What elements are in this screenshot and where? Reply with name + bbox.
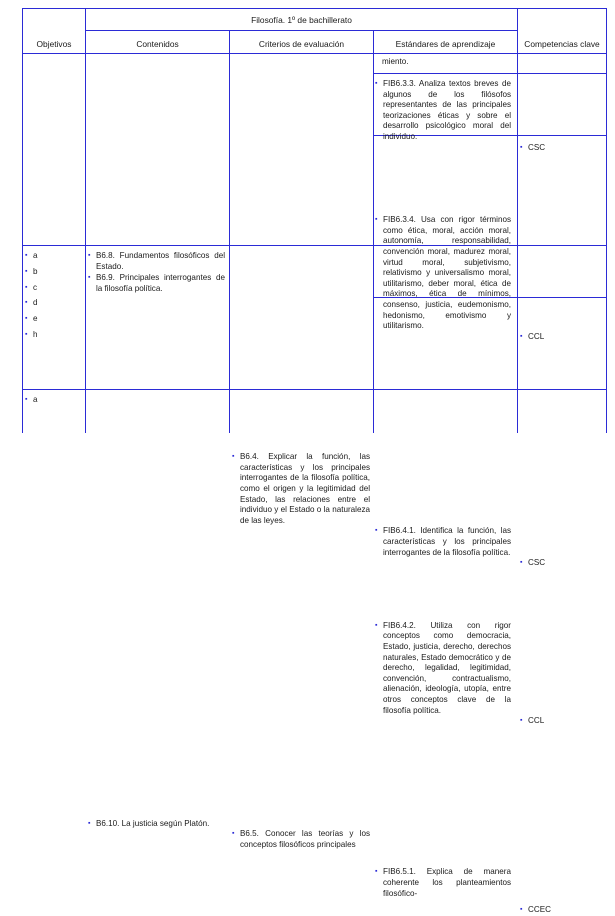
objective-item: ▪ b bbox=[25, 267, 81, 278]
grid-line-title-bottom bbox=[85, 30, 518, 31]
standard-fib642: ▪ FIB6.4.2. Utiliza con rigor conceptos como democracia, Estado, justicia, derecho, derechos naturales, Estado democrático y de derecho, legalidad, legitimidad, convención, contractualismo, alienación, ideología, utopía, entre otros conceptos clave de la filosofía política. bbox=[375, 621, 511, 716]
header-competencias: Competencias clave bbox=[524, 39, 600, 49]
header-criterios: Criterios de evaluación bbox=[258, 39, 345, 49]
standard-fib634: ▪ FIB6.3.4. Usa con rigor términos como ética, moral, acción moral, autonomía, responsabilidad, convención moral, madurez moral, virtud moral, subjetivismo, relativismo y universalismo moral, utilitarismo, deber moral, ética de máximos, ética de mínimos, consenso, justicia, eudemonismo, hedonismo, emotivismo y utilitarismo. bbox=[375, 215, 511, 332]
standard-fib641: ▪ FIB6.4.1. Identifica la función, las características y los principales interrogantes de la filosofía política. bbox=[375, 526, 511, 558]
criterion-b6-4: ▪ B6.4. Explicar la función, las características y los principales interrogantes de la filosofía política, como el origen y la legitimidad del Estado, las relaciones entre el individuo y el Estado o la naturaleza de las leyes. bbox=[232, 452, 370, 526]
grid-line-crit-std bbox=[373, 30, 374, 433]
objective-item: ▪ a bbox=[25, 395, 81, 406]
criterion-b6-5: ▪ B6.5. Conocer las teorías y los conceptos filosóficos principales bbox=[232, 829, 370, 867]
standard-fib651: ▪ FIB6.5.1. Explica de manera coherente los planteamientos filosófico- bbox=[375, 867, 511, 905]
grid-line-std-comp bbox=[517, 8, 518, 433]
competence-fib633: ▪ CSC bbox=[520, 143, 606, 154]
grid-line-header-bottom bbox=[22, 53, 607, 54]
content-b6-10: ▪ B6.10. La justicia según Platón. bbox=[88, 819, 233, 830]
objective-item: ▪ h bbox=[25, 330, 81, 341]
objective-item: ▪ d bbox=[25, 298, 81, 309]
grid-line-obj-cont bbox=[85, 8, 86, 433]
contents-list-row2 bbox=[88, 251, 225, 295]
content-b6-8: ▪ B6.8. Fundamentos filosóficos del Estado. bbox=[88, 251, 225, 272]
objectives-list-row2 bbox=[25, 251, 81, 346]
standard-continuation: miento. bbox=[382, 57, 409, 66]
competence-fib641: ▪ CSC bbox=[520, 558, 606, 569]
objective-item: ▪ e bbox=[25, 314, 81, 325]
competence-fib642: ▪ CCL bbox=[520, 716, 606, 727]
grid-line-row2-top bbox=[22, 245, 607, 246]
header-contenidos: Contenidos bbox=[136, 39, 179, 49]
table-title: Filosofía. 1º de bachillerato bbox=[251, 15, 352, 25]
competence-fib651: ▪ CCEC bbox=[520, 905, 606, 916]
objectives-list-row3 bbox=[25, 395, 81, 411]
content-b6-9: ▪ B6.9. Principales interrogantes de la filosofía política. bbox=[88, 273, 225, 294]
grid-line-top bbox=[22, 8, 607, 9]
header-estandares: Estándares de aprendizaje bbox=[395, 39, 496, 49]
grid-line-std-633-top bbox=[373, 73, 607, 74]
grid-line-left bbox=[22, 8, 23, 433]
grid-line-row3-top bbox=[22, 389, 607, 390]
header-objetivos: Objetivos bbox=[36, 39, 72, 49]
objective-item: ▪ c bbox=[25, 283, 81, 294]
grid-line-right bbox=[606, 8, 607, 433]
competence-fib634: ▪ CCL bbox=[520, 332, 606, 343]
standard-fib633: ▪ FIB6.3.3. Analiza textos breves de algunos de los filósofos representantes de las principales teorizaciones éticas y sobre el desarrollo psicológico moral del individuo. bbox=[375, 79, 511, 143]
grid-line-cont-crit bbox=[229, 30, 230, 433]
objective-item: ▪ a bbox=[25, 251, 81, 262]
